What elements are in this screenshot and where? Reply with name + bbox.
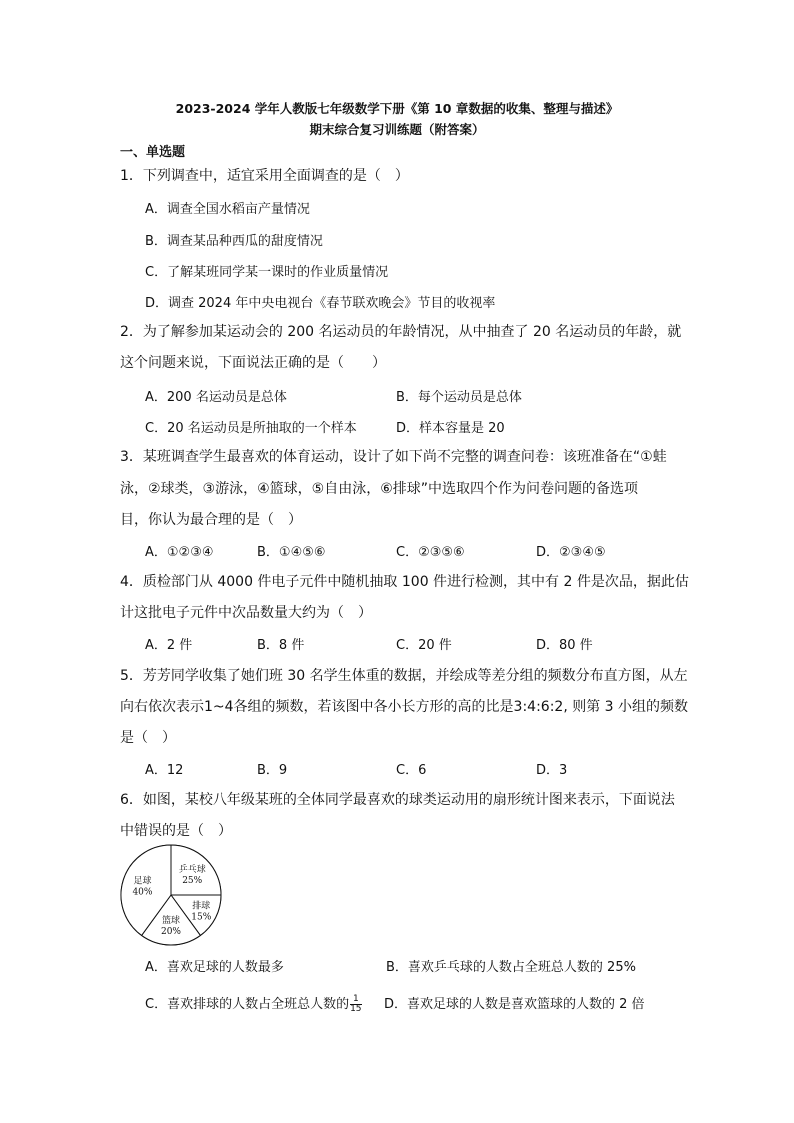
q4-option-c: C．20 件: [396, 638, 452, 653]
q4-option-a: A．2 件: [145, 638, 193, 653]
q3-stem-line3: 目，你认为最合理的是（ ）: [120, 512, 302, 528]
q6-option-b: B．喜欢乒乓球的人数占全班总人数的 25%: [386, 960, 636, 975]
q1-option-a: A．调查全国水稻亩产量情况: [145, 202, 310, 217]
pie-slice-name: 乒乓球: [178, 864, 206, 875]
q3-option-c: C．②③⑤⑥: [396, 545, 465, 560]
q4-option-d: D．80 件: [536, 638, 593, 653]
q6-stem-line1: 6．如图，某校八年级某班的全体同学最喜欢的球类运动用的扇形统计图来表示，下面说法: [120, 792, 675, 808]
doc-title-line1: 2023-2024 学年人教版七年级数学下册《第 10 章数据的收集、整理与描述》: [175, 101, 619, 116]
q2-option-d: D．样本容量是 20: [396, 421, 505, 436]
q1-stem: 1．下列调查中，适宜采用全面调查的是（ ）: [120, 168, 409, 184]
q4-stem-line1: 4．质检部门从 4000 件电子元件中随机抽取 100 件进行检测，其中有 2 件是次品，据此估: [120, 574, 689, 590]
section-title: 一、单选题: [120, 145, 186, 160]
pie-slice-percent: 20%: [160, 927, 182, 937]
pie-slice-name: 排球: [192, 901, 211, 912]
fraction-denominator: 15: [350, 1004, 362, 1014]
q3-option-d: D．②③④⑤: [536, 545, 606, 560]
pie-slice-name: 足球: [133, 876, 152, 887]
pie-slice-percent: 15%: [191, 912, 212, 923]
q5-option-d: D．3: [536, 763, 568, 778]
q1-option-b: B．调查某品种西瓜的甜度情况: [145, 234, 323, 249]
q6-option-d: D．喜欢足球的人数是喜欢篮球的人数的 2 倍: [384, 997, 645, 1012]
q3-option-b: B．①④⑤⑥: [257, 545, 326, 560]
q6-option-c-text: C．喜欢排球的人数占全班总人数的: [145, 997, 350, 1012]
q2-option-b: B．每个运动员是总体: [396, 390, 522, 405]
q1-option-d: D．调查 2024 年中央电视台《春节联欢晚会》节目的收视率: [145, 296, 496, 311]
q6-option-c: [145, 993, 362, 1014]
q5-option-b: B．9: [257, 763, 288, 778]
q3-stem-line1: 3．某班调查学生最喜欢的体育运动，设计了如下尚不完整的调查问卷：该班准备在“①蛙: [120, 449, 667, 465]
q4-stem-line2: 计这批电子元件中次品数量大约为（ ）: [120, 605, 372, 621]
q2-stem-line1: 2．为了解参加某运动会的 200 名运动员的年龄情况，从中抽查了 20 名运动员的年龄，就: [120, 324, 682, 340]
q5-stem-line1: 5．芳芳同学收集了她们班 30 名学生体重的数据，并绘成等差分组的频数分布直方图，从左: [120, 668, 688, 684]
q5-option-a: A．12: [145, 763, 184, 778]
q2-option-c: C．20 名运动员是所抽取的一个样本: [145, 421, 357, 436]
fraction: [350, 995, 361, 1014]
pie-chart: [118, 842, 224, 948]
q2-option-a: A．200 名运动员是总体: [145, 390, 287, 405]
fraction-numerator: 1: [350, 995, 361, 1005]
q4-option-b: B．8 件: [257, 638, 305, 653]
q6-option-a: A．喜欢足球的人数最多: [145, 960, 284, 975]
pie-slice-percent: 25%: [182, 875, 203, 886]
q3-option-a: A．①②③④: [145, 545, 214, 560]
q2-stem-line2: 这个问题来说，下面说法正确的是（ ）: [120, 355, 386, 371]
q6-stem-line2: 中错误的是（ ）: [120, 823, 232, 839]
doc-title-line2: 期末综合复习训练题（附答案）: [309, 122, 485, 137]
q3-stem-line2: 泳，②球类，③游泳，④篮球，⑤自由泳，⑥排球”中选取四个作为问卷问题的备选项: [120, 481, 639, 497]
q5-stem-line2: 向右依次表示1~4各组的频数，若该图中各小长方形的高的比是3:4:6:2, 则第 3 小组的频数: [120, 699, 689, 715]
pie-slice-name: 篮球: [161, 916, 181, 926]
q5-stem-line3: 是（ ）: [120, 730, 176, 746]
q5-option-c: C．6: [396, 763, 427, 778]
pie-slice-percent: 40%: [132, 887, 153, 898]
q1-option-c: C．了解某班同学某一课时的作业质量情况: [145, 265, 389, 280]
